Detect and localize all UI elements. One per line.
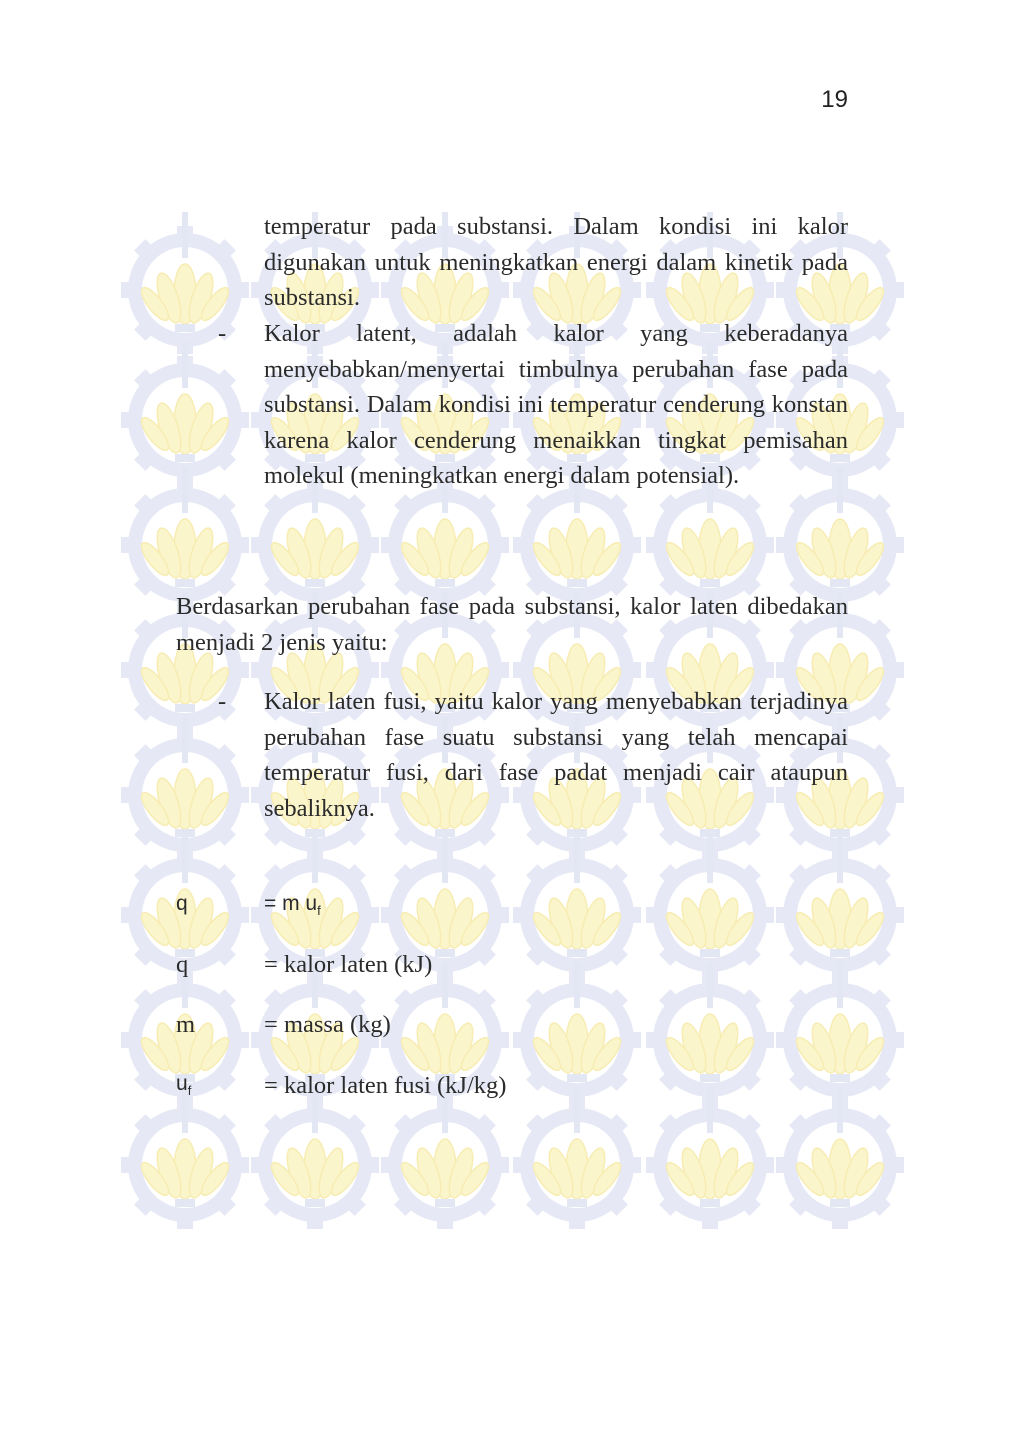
definition-symbol [176,1072,191,1098]
continuation-paragraph: temperatur pada substansi. Dalam kondisi ini kalor digunakan untuk meningkatkan energi dalam kinetik pada substansi. [264,213,848,311]
definition-meaning: = kalor laten (kJ) [264,951,433,978]
definition-symbol: q [176,951,189,978]
definition-meaning: = massa (kg) [264,1011,391,1038]
bullet-kalor-laten-fusi: Kalor laten fusi, yaitu kalor yang menyebabkan terjadinya perubahan fase suatu substansi yang telah mencapai temperatur fusi, dari fase padat menjadi cair ataupun sebaliknya. [264,688,848,822]
bullet-dash: - [218,320,227,347]
page-number: 19 [821,86,848,113]
definition-symbol: m [176,1011,196,1038]
bullet-dash: - [218,688,227,715]
intro-paragraph: Berdasarkan perubahan fase pada substansi, kalor laten dibedakan menjadi 2 jenis yaitu: [176,593,848,656]
definition-symbol-base: u [176,1072,188,1095]
equation-lhs: q [176,892,188,915]
definition-symbol-subscript: f [187,1083,192,1099]
equation-rhs-subscript: f [317,903,321,919]
bullet-kalor-latent: Kalor latent, adalah kalor yang keberadanya menyebabkan/menyertai timbulnya perubahan fase pada substansi. Dalam kondisi ini temperatur cenderung konstan karena kalor cenderung menaikkan tingkat pemisahan molekul (meningkatkan energi dalam potensial). [264,320,848,489]
definition-meaning: = kalor laten fusi (kJ/kg) [264,1072,507,1099]
equation-rhs-prefix: = m u [264,892,318,915]
equation-rhs [264,892,321,918]
